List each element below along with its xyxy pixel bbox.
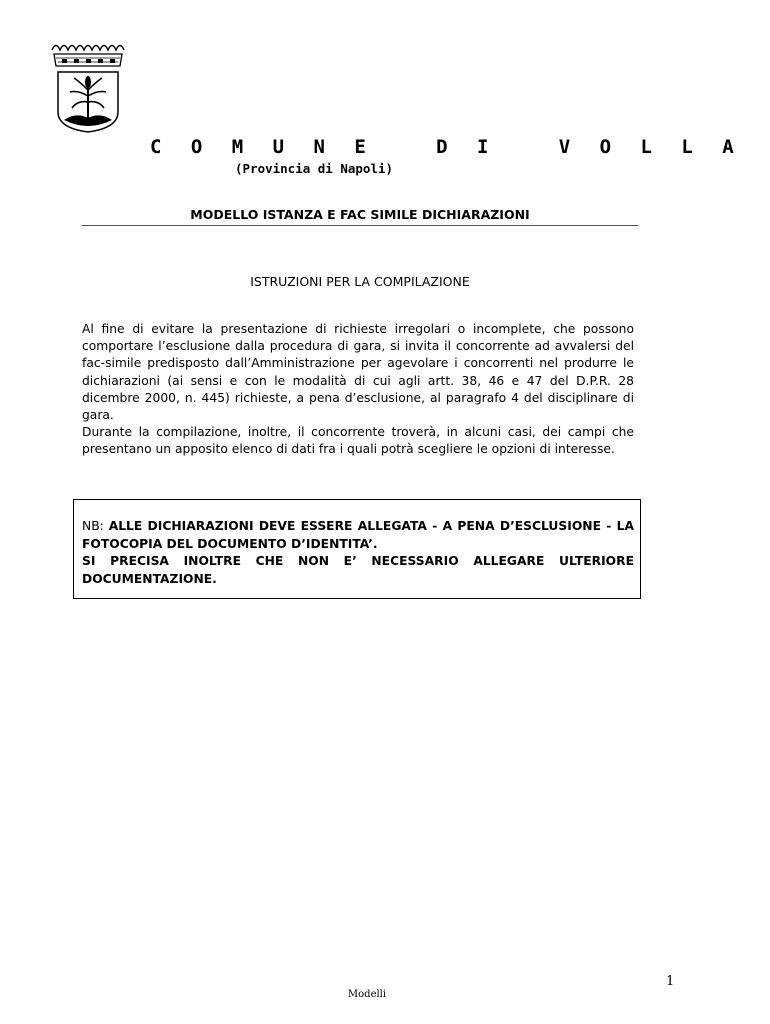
- commune-title: C O M U N E D I V O L L A: [150, 136, 743, 158]
- instructions-body: [82, 321, 634, 459]
- coat-of-arms-icon: [48, 38, 128, 134]
- instructions-paragraph-1: Al fine di evitare la presentazione di richieste irregolari o incomplete, che possono comportare l’esclusione dalla procedura di gara, si invita il concorrente ad avvalersi del fac-simile predisposto dall’Amministrazione per agevolare i concorrenti nel produrre le dichiarazioni (ai sensi e con le modalità di cui agli artt. 38, 46 e 47 del D.P.R. 28 dicembre 2000, n. 445) richieste, a pena d’esclusione, al paragrafo 4 del disciplinare di gara.: [82, 322, 634, 423]
- page-number: 1: [666, 974, 675, 989]
- footer-label: Modelli: [347, 989, 387, 1000]
- document-heading: MODELLO ISTANZA E FAC SIMILE DICHIARAZIONI: [82, 207, 638, 226]
- notice-prefix: NB:: [82, 519, 109, 533]
- instructions-title: ISTRUZIONI PER LA COMPILAZIONE: [250, 274, 470, 289]
- notice-box: [73, 499, 641, 599]
- province-subtitle: (Provincia di Napoli): [235, 161, 394, 176]
- instructions-paragraph-2: Durante la compilazione, inoltre, il concorrente troverà, in alcuni casi, dei campi che presentano un apposito elenco di dati fra i quali potrà scegliere le opzioni di interesse.: [82, 425, 634, 457]
- notice-line-2: SI PRECISA INOLTRE CHE NON E’ NECESSARIO ALLEGARE ULTERIORE DOCUMENTAZIONE.: [82, 554, 634, 586]
- notice-text: [82, 518, 634, 588]
- notice-line-1: ALLE DICHIARAZIONI DEVE ESSERE ALLEGATA - A PENA D’ESCLUSIONE - LA FOTOCOPIA DEL DOCUMENTO D’IDENTITA’.: [82, 519, 634, 551]
